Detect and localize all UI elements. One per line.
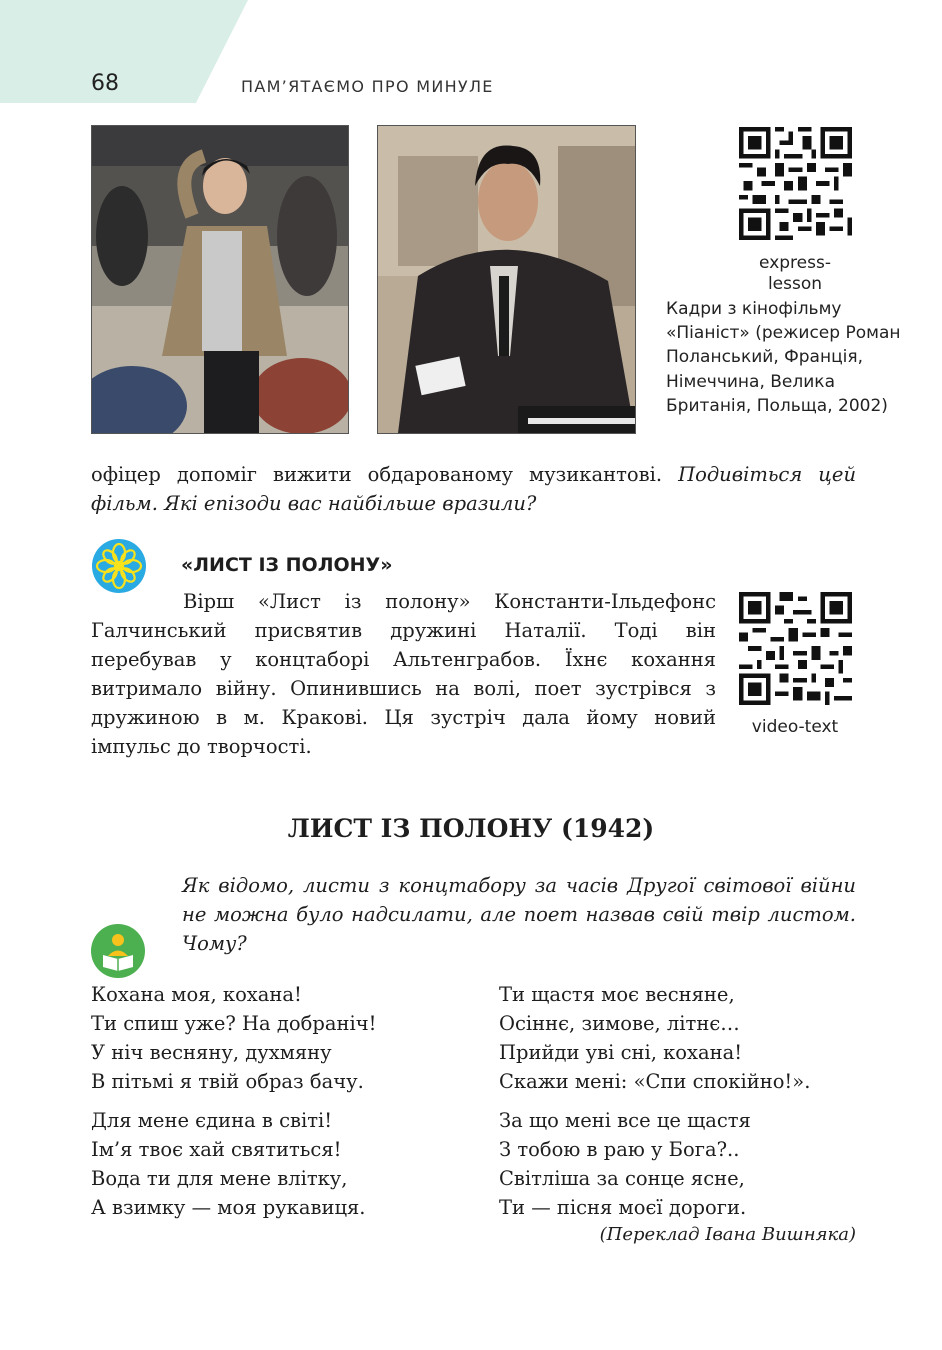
qr-code-express-lesson[interactable] [739,127,852,240]
poem-line: А взимку — моя рукавиця. [91,1196,366,1219]
qr-label-video-text: video-text [751,717,839,737]
page-number: 68 [91,71,119,96]
film-still-crowd [91,125,349,434]
poem-line: Ім’я твоє хай святиться! [91,1138,342,1161]
poem-line: Вода ти для мене влітку, [91,1167,348,1190]
running-head: ПАМ’ЯТАЄМО ПРО МИНУЛЕ [241,77,494,96]
poem-line: У ніч весняну, духмяну [91,1041,332,1064]
poem-line: Ти щастя моє весняне, [499,983,735,1006]
intro-text: офіцер допоміг вижити обдарованому музикантові. [91,463,679,486]
qr-label-express-lesson: express- lesson [759,253,831,294]
poem-line: Світліша за сонце ясне, [499,1167,745,1190]
qr-code-video-text[interactable] [739,592,852,705]
poem-line: Ти — пісня моєї дороги. [499,1196,747,1219]
reader-icon [90,923,146,979]
intro-paragraph [91,460,856,518]
poem-line: Осіннє, зимове, літнє… [499,1012,740,1035]
film-still-armband [377,125,636,434]
stanza-3 [499,980,810,1096]
poem-line: За що мені все це щастя [499,1109,751,1132]
poem-line: Прийди уві сні, кохана! [499,1041,743,1064]
stanza-4 [499,1106,751,1222]
poem-line: Ти спиш уже? На добраніч! [91,1012,377,1035]
poem-line: В пітьмі я твій образ бачу. [91,1070,364,1093]
poem-title: ЛИСТ ІЗ ПОЛОНУ (1942) [287,814,655,843]
poem-line: Скажи мені: «Спи спокійно!». [499,1070,811,1093]
poem-question: Як відомо, листи з концтабору за часів Другої світової війни не можна було надсилати, але поет назвав свій твір листом. Чому? [182,874,856,955]
flower-icon [91,538,147,594]
translator-credit: (Переклад Івана Вишняка) [599,1224,856,1245]
section-title: «ЛИСТ ІЗ ПОЛОНУ» [181,554,393,576]
header-corner-decoration [0,0,248,103]
photo-caption: Кадри з кінофільму «Піаніст» (режисер Роман Поланський, Франція, Німеччина, Велика Британія, Польща, 2002) [666,299,901,416]
stanza-1 [91,980,376,1096]
poem-line: З тобою в раю у Бога?.. [499,1138,740,1161]
intro-question: Подивіться цей фільм. Які епізоди вас найбільше вразили? [91,463,856,515]
poem-line: Кохана моя, кохана! [91,983,302,1006]
poem-line: Для мене єдина в світі! [91,1109,333,1132]
section-paragraph: Вірш «Лист із полону» Константи-Ільдефонс Галчинський присвятив дружині Наталії. Тоді він перебував у концтаборі Альтенграбов. Їхнє кохання витримало війну. Опинившись на волі, поет зустрівся з дружиною в м. Кракові. Ця зустріч дала йому новий імпульс до творчості. [91,590,716,758]
stanza-2 [91,1106,366,1222]
